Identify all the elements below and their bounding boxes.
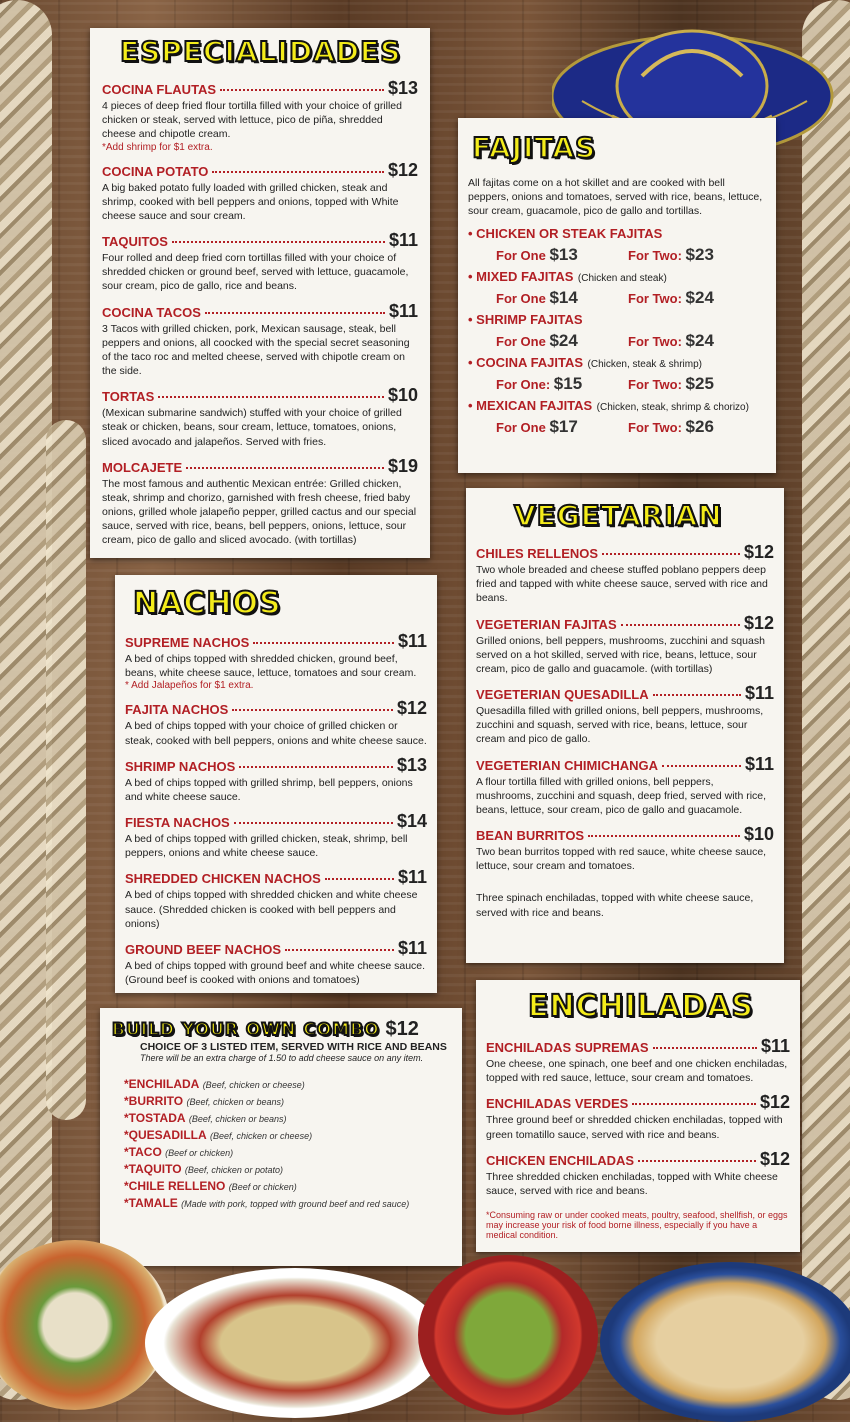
menu-item-header — [476, 542, 774, 563]
for-two-price: $23 — [685, 244, 714, 264]
for-one-price: $15 — [553, 373, 583, 393]
menu-item — [125, 811, 427, 860]
combo-option — [124, 1094, 450, 1108]
fajita-name: • MEXICAN FAJITAS — [468, 397, 593, 413]
menu-item-header — [486, 1036, 790, 1057]
menu-item — [486, 1036, 790, 1085]
leader-dots — [653, 1047, 757, 1049]
menu-item-header — [102, 301, 418, 322]
menu-item-price: $12 — [743, 612, 774, 633]
for-one-label: For One: — [496, 376, 551, 392]
combo-option-desc: (Beef or chicken) — [228, 1182, 297, 1192]
menu-item — [476, 891, 774, 919]
combo-price: $12 — [385, 1018, 419, 1040]
rope-decoration-left-inner — [46, 420, 86, 1120]
menu-item — [102, 160, 418, 224]
menu-item-description: Three spinach enchiladas, topped with white cheese sauce, served with rice and beans. — [476, 892, 754, 919]
for-one-label: For One — [496, 333, 546, 349]
menu-item-name: COCINA FLAUTAS — [102, 82, 217, 97]
menu-item-description: Quesadilla filled with grilled onions, bell peppers, mushrooms, zucchini and squash, served with rice, beans, lettuce, sour cream and pico de gallo. — [476, 705, 764, 746]
leader-dots — [186, 467, 384, 469]
menu-item-price: $12 — [743, 542, 774, 562]
menu-item-header — [486, 1092, 790, 1113]
for-two-label: For Two: — [628, 333, 682, 349]
menu-item — [125, 938, 427, 987]
menu-item — [476, 754, 774, 818]
combo-option — [124, 1145, 450, 1159]
menu-item-description: A big baked potato fully loaded with grilled chicken, steak and shrimp, cooked with bell peppers and onions, topped with White cheese sauce and sour cream. — [102, 181, 399, 222]
menu-item-header — [476, 754, 774, 775]
enchiladas-heading: ENCHILADAS — [528, 989, 754, 1024]
vegetarian-panel — [466, 488, 784, 963]
menu-item-price: $11 — [744, 683, 774, 704]
for-one-price: $13 — [549, 244, 578, 264]
for-two-label: For Two: — [628, 247, 682, 263]
menu-item — [102, 230, 418, 294]
combo-option — [124, 1162, 450, 1176]
especialidades-panel — [90, 28, 430, 558]
combo-subtitle: CHOICE OF 3 LISTED ITEM, SERVED WITH RICE AND BEANS — [140, 1041, 447, 1053]
menu-item-price: $11 — [760, 1036, 790, 1056]
menu-item-header — [102, 456, 418, 477]
menu-item-price: $12 — [759, 1148, 790, 1169]
menu-item-name: FIESTA NACHOS — [125, 815, 230, 831]
menu-item-description: Two whole breaded and cheese stuffed poblano peppers deep fried and tapped with white cheese sauce, served with rice and beans. — [476, 564, 768, 605]
for-one-price: $17 — [549, 416, 578, 436]
menu-item-price: $14 — [396, 811, 427, 832]
menu-item-description: Grilled onions, bell peppers, mushrooms, zucchini and squash served on a hot skilled, served with rice, beans, lettuce, sour cream, pico de gallo and guacamole. (with tortillas) — [476, 634, 765, 675]
menu-item-header — [125, 698, 427, 719]
menu-item-name: BEAN BURRITOS — [476, 828, 585, 844]
combo-option-desc: (Made with pork, topped with ground beef and red sauce) — [181, 1199, 410, 1209]
for-one-price: $14 — [549, 287, 578, 307]
menu-item-description: 3 Tacos with grilled chicken, pork, Mexican sausage, steak, bell peppers and onions, all coocked with the special secret seasoning of the taco roc and melted cheese, served with chipotle cream on the side. — [102, 322, 410, 378]
fajita-item — [468, 354, 766, 394]
menu-item — [102, 301, 418, 379]
menu-item-header — [102, 385, 418, 406]
for-two-label: For Two: — [628, 376, 682, 392]
menu-item-name: COCINA POTATO — [102, 163, 209, 179]
menu-item — [102, 78, 418, 153]
menu-item — [125, 631, 427, 691]
menu-item-price: $12 — [387, 159, 418, 180]
for-two-price: $25 — [685, 373, 714, 393]
menu-item-header — [476, 613, 774, 634]
combo-option-desc: (Beef, chicken or potato) — [184, 1165, 283, 1175]
combo-option-name: *BURRITO — [124, 1094, 184, 1108]
menu-item-header — [125, 755, 427, 776]
menu-item-price: $10 — [743, 824, 774, 845]
menu-item-header — [102, 78, 418, 99]
menu-item — [486, 1149, 790, 1198]
leader-dots — [234, 822, 393, 824]
menu-item-name: VEGETERIAN QUESADILLA — [476, 687, 649, 703]
fajita-item — [468, 268, 766, 308]
leader-dots — [632, 1103, 756, 1105]
leader-dots — [653, 694, 741, 696]
combo-option — [124, 1196, 450, 1210]
fajita-item — [468, 397, 766, 437]
fajitas-heading: FAJITAS — [472, 131, 597, 164]
fajita-note: (Chicken and steak) — [577, 272, 667, 284]
fajita-prices — [496, 417, 766, 437]
for-two-label: For Two: — [628, 419, 682, 435]
for-two-label: For Two: — [628, 290, 682, 306]
menu-item-header — [125, 938, 427, 959]
menu-item-name: CHICKEN ENCHILADAS — [486, 1152, 635, 1168]
menu-item-description: A bed of chips topped with grilled chicken, steak, shrimp, bell peppers, onions and white cheese sauce. — [125, 833, 408, 860]
menu-item — [102, 456, 418, 548]
menu-item-price: $13 — [396, 754, 427, 775]
menu-item-price: $11 — [388, 300, 418, 321]
menu-item-description: One cheese, one spinach, one beef and one chicken enchiladas, topped with red sauce, lettuce, sour cream and tomatoes. — [486, 1058, 788, 1085]
menu-item-description: Two bean burritos topped with red sauce, white cheese sauce, lettuce, sour cream and tomatoes. — [476, 846, 767, 873]
menu-item-price: $11 — [397, 937, 427, 958]
menu-item-header — [476, 683, 774, 704]
rope-decoration-left — [0, 0, 52, 1400]
menu-item-description: Four rolled and deep fried corn tortillas filled with your choice of shredded chicken or ground beef, served with lettuce, guacamole, sour cream, pico de gallo, rice and beans. — [102, 252, 409, 293]
menu-item-description: Three shredded chicken enchiladas, topped with White cheese sauce, served with rice and beans. — [486, 1170, 778, 1197]
combo-option-name: *CHILE RELLENO — [124, 1179, 226, 1193]
menu-item-header — [125, 867, 427, 888]
menu-item-name: TAQUITOS — [102, 234, 168, 250]
menu-item — [476, 824, 774, 873]
menu-item-name: FAJITA NACHOS — [125, 702, 229, 718]
menu-item-price: $11 — [744, 753, 774, 774]
leader-dots — [212, 171, 384, 173]
fajita-prices — [496, 245, 766, 265]
menu-item-description: A bed of chips topped with ground beef and white cheese sauce. (Ground beef is cooked with onions and tomatoes) — [125, 959, 426, 987]
fajitas-intro: All fajitas come on a hot skillet and are cooked with bell peppers, onions and tomatoes, served with rice, beans, lettuce, sour cream, guacamole, pico de gallo and tortillas. — [468, 177, 763, 218]
leader-dots — [232, 709, 393, 711]
combo-option-desc: (Beef, chicken or cheese) — [210, 1131, 313, 1141]
fajita-note: (Chicken, steak & shrimp) — [587, 358, 702, 370]
menu-item-header — [125, 631, 427, 652]
fajitas-panel — [458, 118, 776, 473]
combo-option-desc: (Beef, chicken or cheese) — [202, 1080, 305, 1090]
menu-item-header — [102, 230, 418, 251]
leader-dots — [588, 835, 740, 837]
menu-item-description: 4 pieces of deep fried flour tortilla filled with your choice of grilled chicken or steak, served with lettuce, pico de piña, shredded cheese and chipotle cream. — [102, 100, 402, 141]
food-safety-warning: *Consuming raw or under cooked meats, poultry, seafood, shellfish, or eggs may increase your risk of food borne illness, especially if you have a medical condition. — [486, 1210, 788, 1241]
combo-option-name: *ENCHILADA — [124, 1077, 200, 1091]
for-one-price: $24 — [549, 330, 578, 350]
especialidades-heading: ESPECIALIDADES — [120, 35, 402, 68]
fajita-prices — [496, 331, 766, 351]
combo-option — [124, 1128, 450, 1142]
leader-dots — [621, 624, 740, 626]
fajita-prices — [496, 288, 766, 308]
menu-item — [125, 867, 427, 931]
for-two-price: $24 — [685, 330, 714, 350]
burrito-plate-image — [145, 1268, 445, 1418]
menu-item-name: VEGETERIAN FAJITAS — [476, 616, 617, 632]
menu-item — [476, 683, 774, 747]
fajita-name: • MIXED FAJITAS — [468, 268, 574, 284]
vegetarian-list — [476, 542, 774, 920]
menu-item-description: A flour tortilla filled with grilled onions, bell peppers, mushrooms, zucchini and squash, deep fried, served with rice, beans, lettuce, sour cream, pico de gallo and guacamole. — [476, 775, 767, 816]
menu-item-description: The most famous and authentic Mexican entrée: Grilled chicken, steak, shrimp and chorizo, garnished with fresh cheese, fried baby onions, grilled whole jalapeño pepper, grilled cactus and our special sauce, served with rice, beans, bell peppers, onions, lettuce, sour cream, pico de gallo and sliced avocado. (with tortillas) — [102, 477, 417, 547]
menu-item-description: (Mexican submarine sandwich) stuffed with your choice of grilled steak or chicken, beans, sour cream, lettuce, tomatoes, onions, sliced avocado and jalapeños. Served with fries. — [102, 407, 402, 448]
fajita-name: • COCINA FAJITAS — [468, 354, 584, 370]
menu-item-price: $19 — [387, 455, 418, 476]
menu-item-description: A bed of chips topped with your choice of grilled chicken or steak, cooked with bell peppers, onions and white cheese sauce. — [125, 720, 427, 747]
menu-item — [102, 385, 418, 449]
menu-item-name: ENCHILADAS VERDES — [486, 1096, 629, 1112]
leader-dots — [325, 878, 394, 880]
leader-dots — [662, 765, 741, 767]
combo-option-name: *TACO — [124, 1145, 162, 1159]
fajita-item — [468, 225, 766, 265]
combo-option-name: *TAQUITO — [124, 1162, 182, 1176]
menu-item-name: GROUND BEEF NACHOS — [125, 941, 282, 957]
menu-item-description: A bed of chips topped with shredded chicken, ground beef, beans, white cheese sauce, lettuce, tomatoes and sour cream. — [125, 653, 417, 680]
menu-item-name: SUPREME NACHOS — [125, 635, 250, 650]
nachos-heading: NACHOS — [133, 586, 282, 621]
menu-item-header — [125, 811, 427, 832]
vegetarian-heading: VEGETARIAN — [514, 499, 723, 532]
for-two-price: $26 — [685, 416, 714, 436]
leader-dots — [205, 312, 385, 314]
especialidades-list — [102, 78, 418, 548]
leader-dots — [239, 766, 393, 768]
menu-item-price: $11 — [397, 867, 427, 888]
menu-item-name: TORTAS — [102, 389, 155, 405]
menu-item — [125, 698, 427, 747]
fajita-name: • SHRIMP FAJITAS — [468, 311, 583, 327]
enchiladas-list — [486, 1036, 790, 1198]
leader-dots — [220, 89, 384, 91]
menu-item-price: $10 — [387, 385, 418, 406]
combo-list — [124, 1077, 450, 1210]
menu-item-description: Three ground beef or shredded chicken enchiladas, topped with green tomatillo sauce, served with rice and beans. — [486, 1114, 783, 1141]
combo-option-name: *QUESADILLA — [124, 1128, 207, 1142]
menu-item-description: A bed of chips topped with shredded chicken and white cheese sauce. (Shredded chicken is cooked with bell peppers and onions) — [125, 889, 418, 930]
combo-option-desc: (Beef, chicken or beans) — [186, 1097, 285, 1107]
menu-item-name: SHRIMP NACHOS — [125, 758, 236, 774]
for-one-label: For One — [496, 290, 546, 306]
menu-item-name: SHREDDED CHICKEN NACHOS — [125, 871, 321, 887]
fajita-prices — [496, 374, 766, 394]
menu-item-name: COCINA TACOS — [102, 304, 201, 320]
leader-dots — [638, 1160, 756, 1162]
fajita-name: • CHICKEN OR STEAK FAJITAS — [468, 225, 663, 241]
menu-item-name: VEGETERIAN CHIMICHANGA — [476, 757, 659, 773]
combo-option — [124, 1179, 450, 1193]
menu-item-header — [476, 824, 774, 845]
rope-decoration-right — [802, 0, 850, 1400]
menu-item — [476, 542, 774, 606]
for-one-label: For One — [496, 419, 546, 435]
combo-option-desc: (Beef, chicken or beans) — [188, 1114, 287, 1124]
combo-option-desc: (Beef or chicken) — [165, 1148, 234, 1158]
leader-dots — [158, 396, 384, 398]
fajitas-list — [468, 225, 766, 437]
nachos-plate-image — [600, 1262, 850, 1422]
enchiladas-panel — [476, 980, 800, 1252]
leader-dots — [253, 642, 394, 644]
menu-item-description: A bed of chips topped with grilled shrimp, bell peppers, onions and white cheese sauce. — [125, 776, 413, 803]
menu-item-name: MOLCAJETE — [102, 459, 183, 475]
nachos-list — [125, 631, 427, 987]
menu-item-name: CHILES RELLENOS — [476, 546, 599, 561]
menu-item-note: *Add shrimp for $1 extra. — [102, 141, 213, 153]
leader-dots — [602, 553, 740, 555]
menu-item — [486, 1092, 790, 1141]
combo-note: There will be an extra charge of 1.50 to add cheese sauce on any item. — [140, 1053, 424, 1063]
menu-item-name: ENCHILADAS SUPREMAS — [486, 1040, 649, 1055]
combo-option — [124, 1111, 450, 1125]
for-two-price: $24 — [685, 287, 714, 307]
leader-dots — [172, 241, 385, 243]
menu-item — [125, 755, 427, 804]
combo-heading: BUILD YOUR OWN COMBO — [112, 1020, 380, 1040]
guacamole-bowl-image — [418, 1255, 598, 1415]
menu-item — [476, 613, 774, 677]
menu-item-header — [486, 1149, 790, 1170]
fajita-note: (Chicken, steak, shrimp & chorizo) — [596, 401, 749, 413]
fajita-item — [468, 311, 766, 351]
combo-option — [124, 1077, 450, 1091]
nachos-panel — [115, 575, 437, 993]
menu-item-header — [102, 160, 418, 181]
combo-option-name: *TOSTADA — [124, 1111, 186, 1125]
leader-dots — [285, 949, 394, 951]
menu-item-price: $11 — [388, 230, 418, 251]
menu-item-price: $11 — [397, 631, 427, 651]
menu-item-price: $13 — [387, 78, 418, 98]
menu-item-price: $12 — [396, 698, 427, 719]
combo-panel — [100, 1008, 462, 1266]
menu-item-price: $12 — [759, 1092, 790, 1113]
combo-option-name: *TAMALE — [124, 1196, 178, 1210]
for-one-label: For One — [496, 247, 546, 263]
menu-item-note: * Add Jalapeños for $1 extra. — [125, 680, 254, 692]
